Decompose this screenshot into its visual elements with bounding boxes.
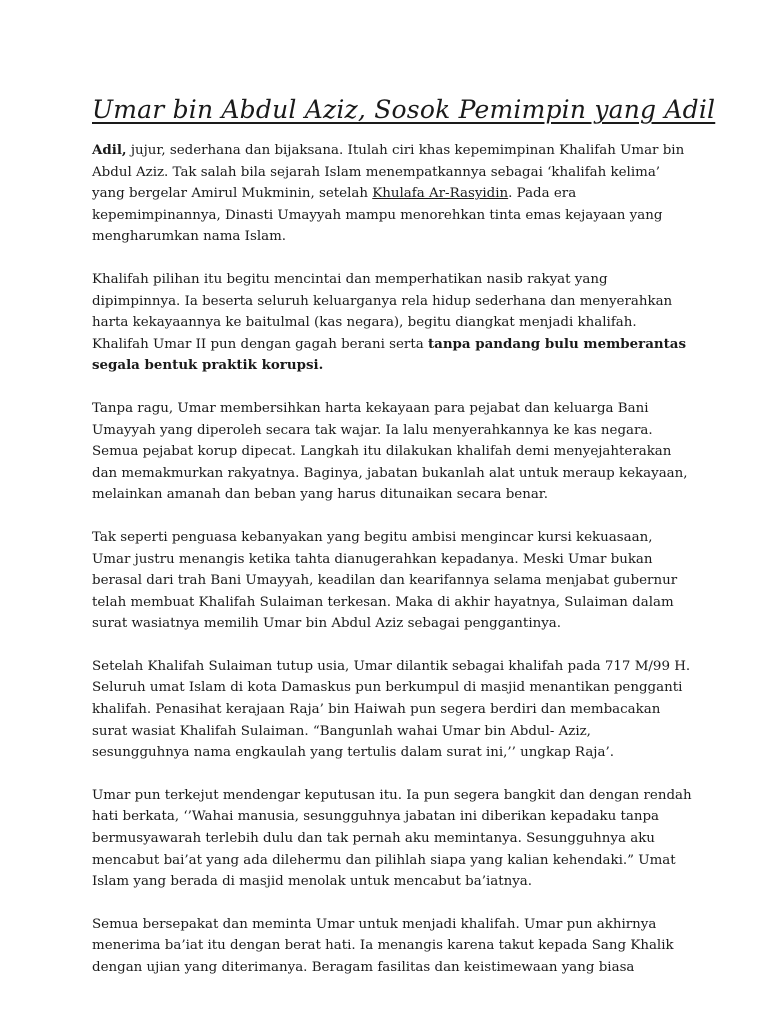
- paragraph-1: [92, 140, 692, 248]
- khulafa-link[interactable]: Khulafa Ar-Rasyidin: [372, 186, 509, 202]
- document-page: [92, 92, 716, 1000]
- paragraph-1-text-b: . Pada era kepemimpinannya, Dinasti Umayyah mampu menorehkan tinta emas kejayaan yang mengharumkan nama Islam.: [92, 186, 663, 245]
- paragraph-5: Setelah Khalifah Sulaiman tutup usia, Umar dilantik sebagai khalifah pada 717 M/99 H. Seluruh umat Islam di kota Damaskus pun berkumpul di masjid menantikan pengganti khalifah. Penasihat kerajaan Raja’ bin Haiwah pun segera berdiri dan membacakan surat wasiat Khalifah Sulaiman. “Bangunlah wahai Umar bin Abdul- Aziz, sesungguhnya nama engkaulah yang tertulis dalam surat ini,’’ ungkap Raja’.: [92, 658, 691, 761]
- lead-bold-text: Adil,: [92, 142, 127, 158]
- paragraph-6: Umar pun terkejut mendengar keputusan itu. Ia pun segera bangkit dan dengan rendah hati berkata, ‘’Wahai manusia, sesungguhnya jabatan ini diberikan kepadaku tanpa bermusyawarah terlebih dulu dan tak pernah aku memintanya. Sesungguhnya aku mencabut bai’at yang ada dilehermu dan pilihlah siapa yang kalian kehendaki.” Umat Islam yang berada di masjid menolak untuk mencabut ba’iatnya.: [92, 787, 692, 890]
- page-title: Umar bin Abdul Aziz, Sosok Pemimpin yang Adil: [92, 95, 716, 124]
- paragraph-4: Tak seperti penguasa kebanyakan yang begitu ambisi mengincar kursi kekuasaan, Umar justru menangis ketika tahta dianugerahkan kepadanya. Meski Umar bukan berasal dari trah Bani Umayyah, keadilan dan kearifannya selama menjabat gubernur telah membuat Khalifah Sulaiman terkesan. Maka di akhir hayatnya, Sulaiman dalam surat wasiatnya memilih Umar bin Abdul Aziz sebagai penggantinya.: [92, 529, 678, 632]
- paragraph-2-bold-text: tanpa pandang bulu memberantas segala bentuk praktik korupsi.: [92, 335, 687, 374]
- paragraph-1-text-a: jujur, sederhana dan bijaksana. Itulah ciri khas kepemimpinan Khalifah Umar bin Abdul Aziz. Tak salah bila sejarah Islam menempatkannya sebagai ‘khalifah kelima’ yang bergelar Amirul Mukminin, setelah: [92, 143, 685, 202]
- paragraph-2: [92, 269, 692, 377]
- paragraph-2-text-a: Khalifah pilihan itu begitu mencintai dan memperhatikan nasib rakyat yang dipimpinnya. Ia beserta seluruh keluarganya rela hidup sederhana dan menyerahkan harta kekayaannya ke baitulmal (kas negara), begitu diangkat menjadi khalifah. Khalifah Umar II pun dengan gagah berani serta: [92, 271, 673, 352]
- paragraph-3: Tanpa ragu, Umar membersihkan harta kekayaan para pejabat dan keluarga Bani Umayyah yang diperoleh secara tak wajar. Ia lalu menyerahkannya ke kas negara. Semua pejabat korup dipecat. Langkah itu dilakukan khalifah demi menyejahterakan dan memakmurkan rakyatnya. Baginya, jabatan bukanlah alat untuk meraup kekayaan, melainkan amanah dan beban yang harus ditunaikan secara benar.: [92, 400, 688, 503]
- paragraph-7: Semua bersepakat dan meminta Umar untuk menjadi khalifah. Umar pun akhirnya menerima ba’iat itu dengan berat hati. Ia menangis karena takut kepada Sang Khalik dengan ujian yang diterimanya. Beragam fasilitas dan keistimewaan yang biasa: [92, 916, 674, 975]
